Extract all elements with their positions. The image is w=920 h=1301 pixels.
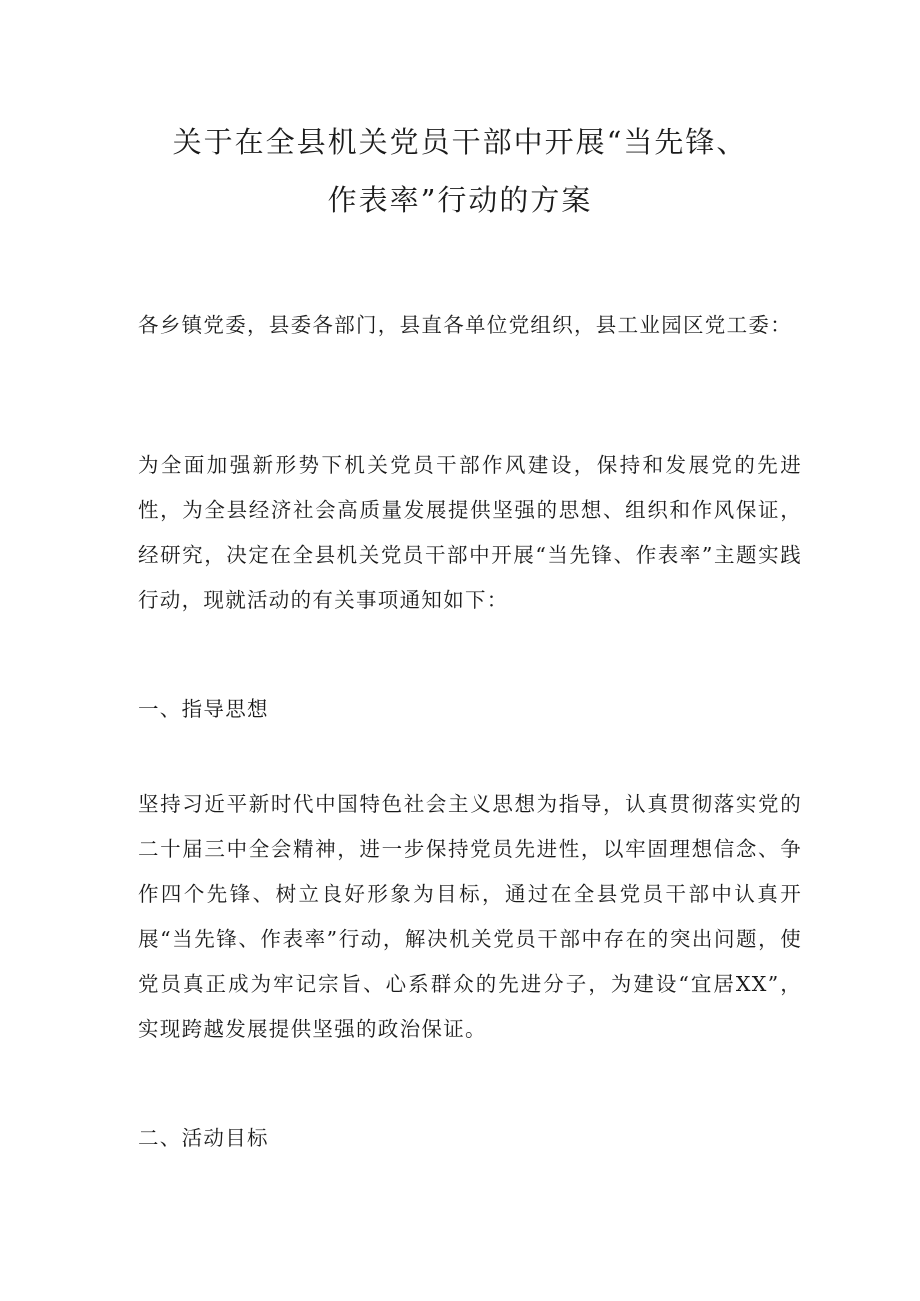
section-2-heading: 二、活动目标 [138,1126,269,1150]
section-1-heading: 一、指导思想 [138,697,269,721]
salutation-paragraph: 各乡镇党委，县委各部门，县直各单位党组织，县工业园区党工委： [138,313,792,337]
document-title-line-1: 关于在全县机关党员干部中开展“当先锋、 [172,125,748,159]
section-1-body: 坚持习近平新时代中国特色社会主义思想为指导，认真贯彻落实党的二十届三中全会精神，进一步保持党员先进性，以牢固理想信念、争作四个先锋、树立良好形象为目标，通过在全县党员干部中认真开展“当先锋、作表率”行动，解决机关党员干部中存在的突出问题，使党员真正成为牢记宗旨、心系群众的先进分子，为建设“宜居XX”，实现跨越发展提供坚强的政治保证。 [138,792,802,1041]
intro-paragraph: 为全面加强新形势下机关党员干部作风建设，保持和发展党的先进性，为全县经济社会高质量发展提供坚强的思想、组织和作风保证，经研究，决定在全县机关党员干部中开展“当先锋、作表率”主题实践行动，现就活动的有关事项通知如下： [138,453,802,612]
document-title-line-2: 作表率”行动的方案 [327,183,593,217]
